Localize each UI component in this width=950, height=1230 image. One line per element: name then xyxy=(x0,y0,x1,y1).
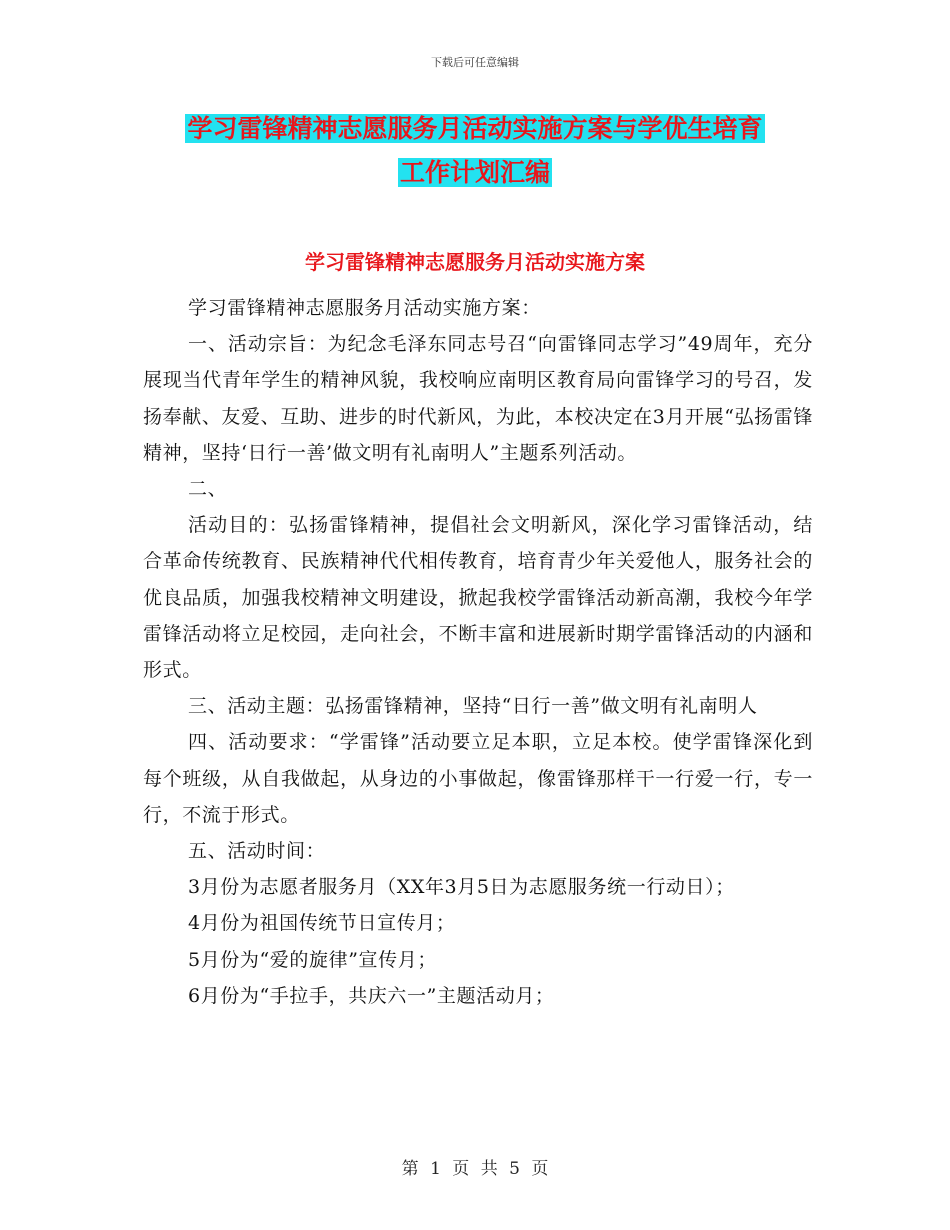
paragraph: 5月份为“爱的旋律”宣传月； xyxy=(188,948,437,971)
paragraph: 四、活动要求：“学雷锋”活动要立足本职，立足本校。使学雷锋深化到每个班级，从自我做起，从身边的小事做起，像雷锋那样干一行爱一行，专一行，不流于形式。 xyxy=(143,731,813,826)
paragraph: 4月份为祖国传统节日宣传月； xyxy=(188,912,456,935)
paragraph: 学习雷锋精神志愿服务月活动实施方案： xyxy=(188,297,541,319)
section-title: 学习雷锋精神志愿服务月活动实施方案 xyxy=(305,250,645,274)
document-title-line-1: 学习雷锋精神志愿服务月活动实施方案与学优生培育 xyxy=(187,114,763,143)
document-body xyxy=(143,290,813,1014)
paragraph: 三、活动主题：弘扬雷锋精神，坚持“日行一善”做文明有礼南明人 xyxy=(188,695,758,718)
paragraph: 活动目的：弘扬雷锋精神，提倡社会文明新风，深化学习雷锋活动，结合革命传统教育、民族精神代代相传教育，培育青少年关爱他人，服务社会的优良品质，加强我校精神文明建设，掀起我校学雷锋活动新高潮，我校今年学雷锋活动将立足校园，走向社会，不断丰富和进展新时期学雷锋活动的内涵和形式。 xyxy=(143,514,813,682)
paragraph: 五、活动时间： xyxy=(188,840,326,863)
paragraph: 6月份为“手拉手，共庆六一”主题活动月； xyxy=(188,984,555,1007)
document-title-line-2: 工作计划汇编 xyxy=(399,158,550,187)
header-note: 下载后可任意编辑 xyxy=(431,56,519,69)
paragraph: 二、 xyxy=(188,478,228,501)
paragraph: 一、活动宗旨：为纪念毛泽东同志号召“向雷锋同志学习”49周年，充分展现当代青年学生的精神风貌，我校响应南明区教育局向雷锋学习的号召，发扬奉献、友爱、互助、进步的时代新风，为此，本校决定在3月开展“弘扬雷锋精神，坚持‘日行一善’做文明有礼南明人”主题系列活动。 xyxy=(143,333,813,464)
paragraph: 3月份为志愿者服务月（XX年3月5日为志愿服务统一行动日）； xyxy=(188,876,735,899)
page-footer: 第 1 页 共 5 页 xyxy=(401,1159,549,1179)
